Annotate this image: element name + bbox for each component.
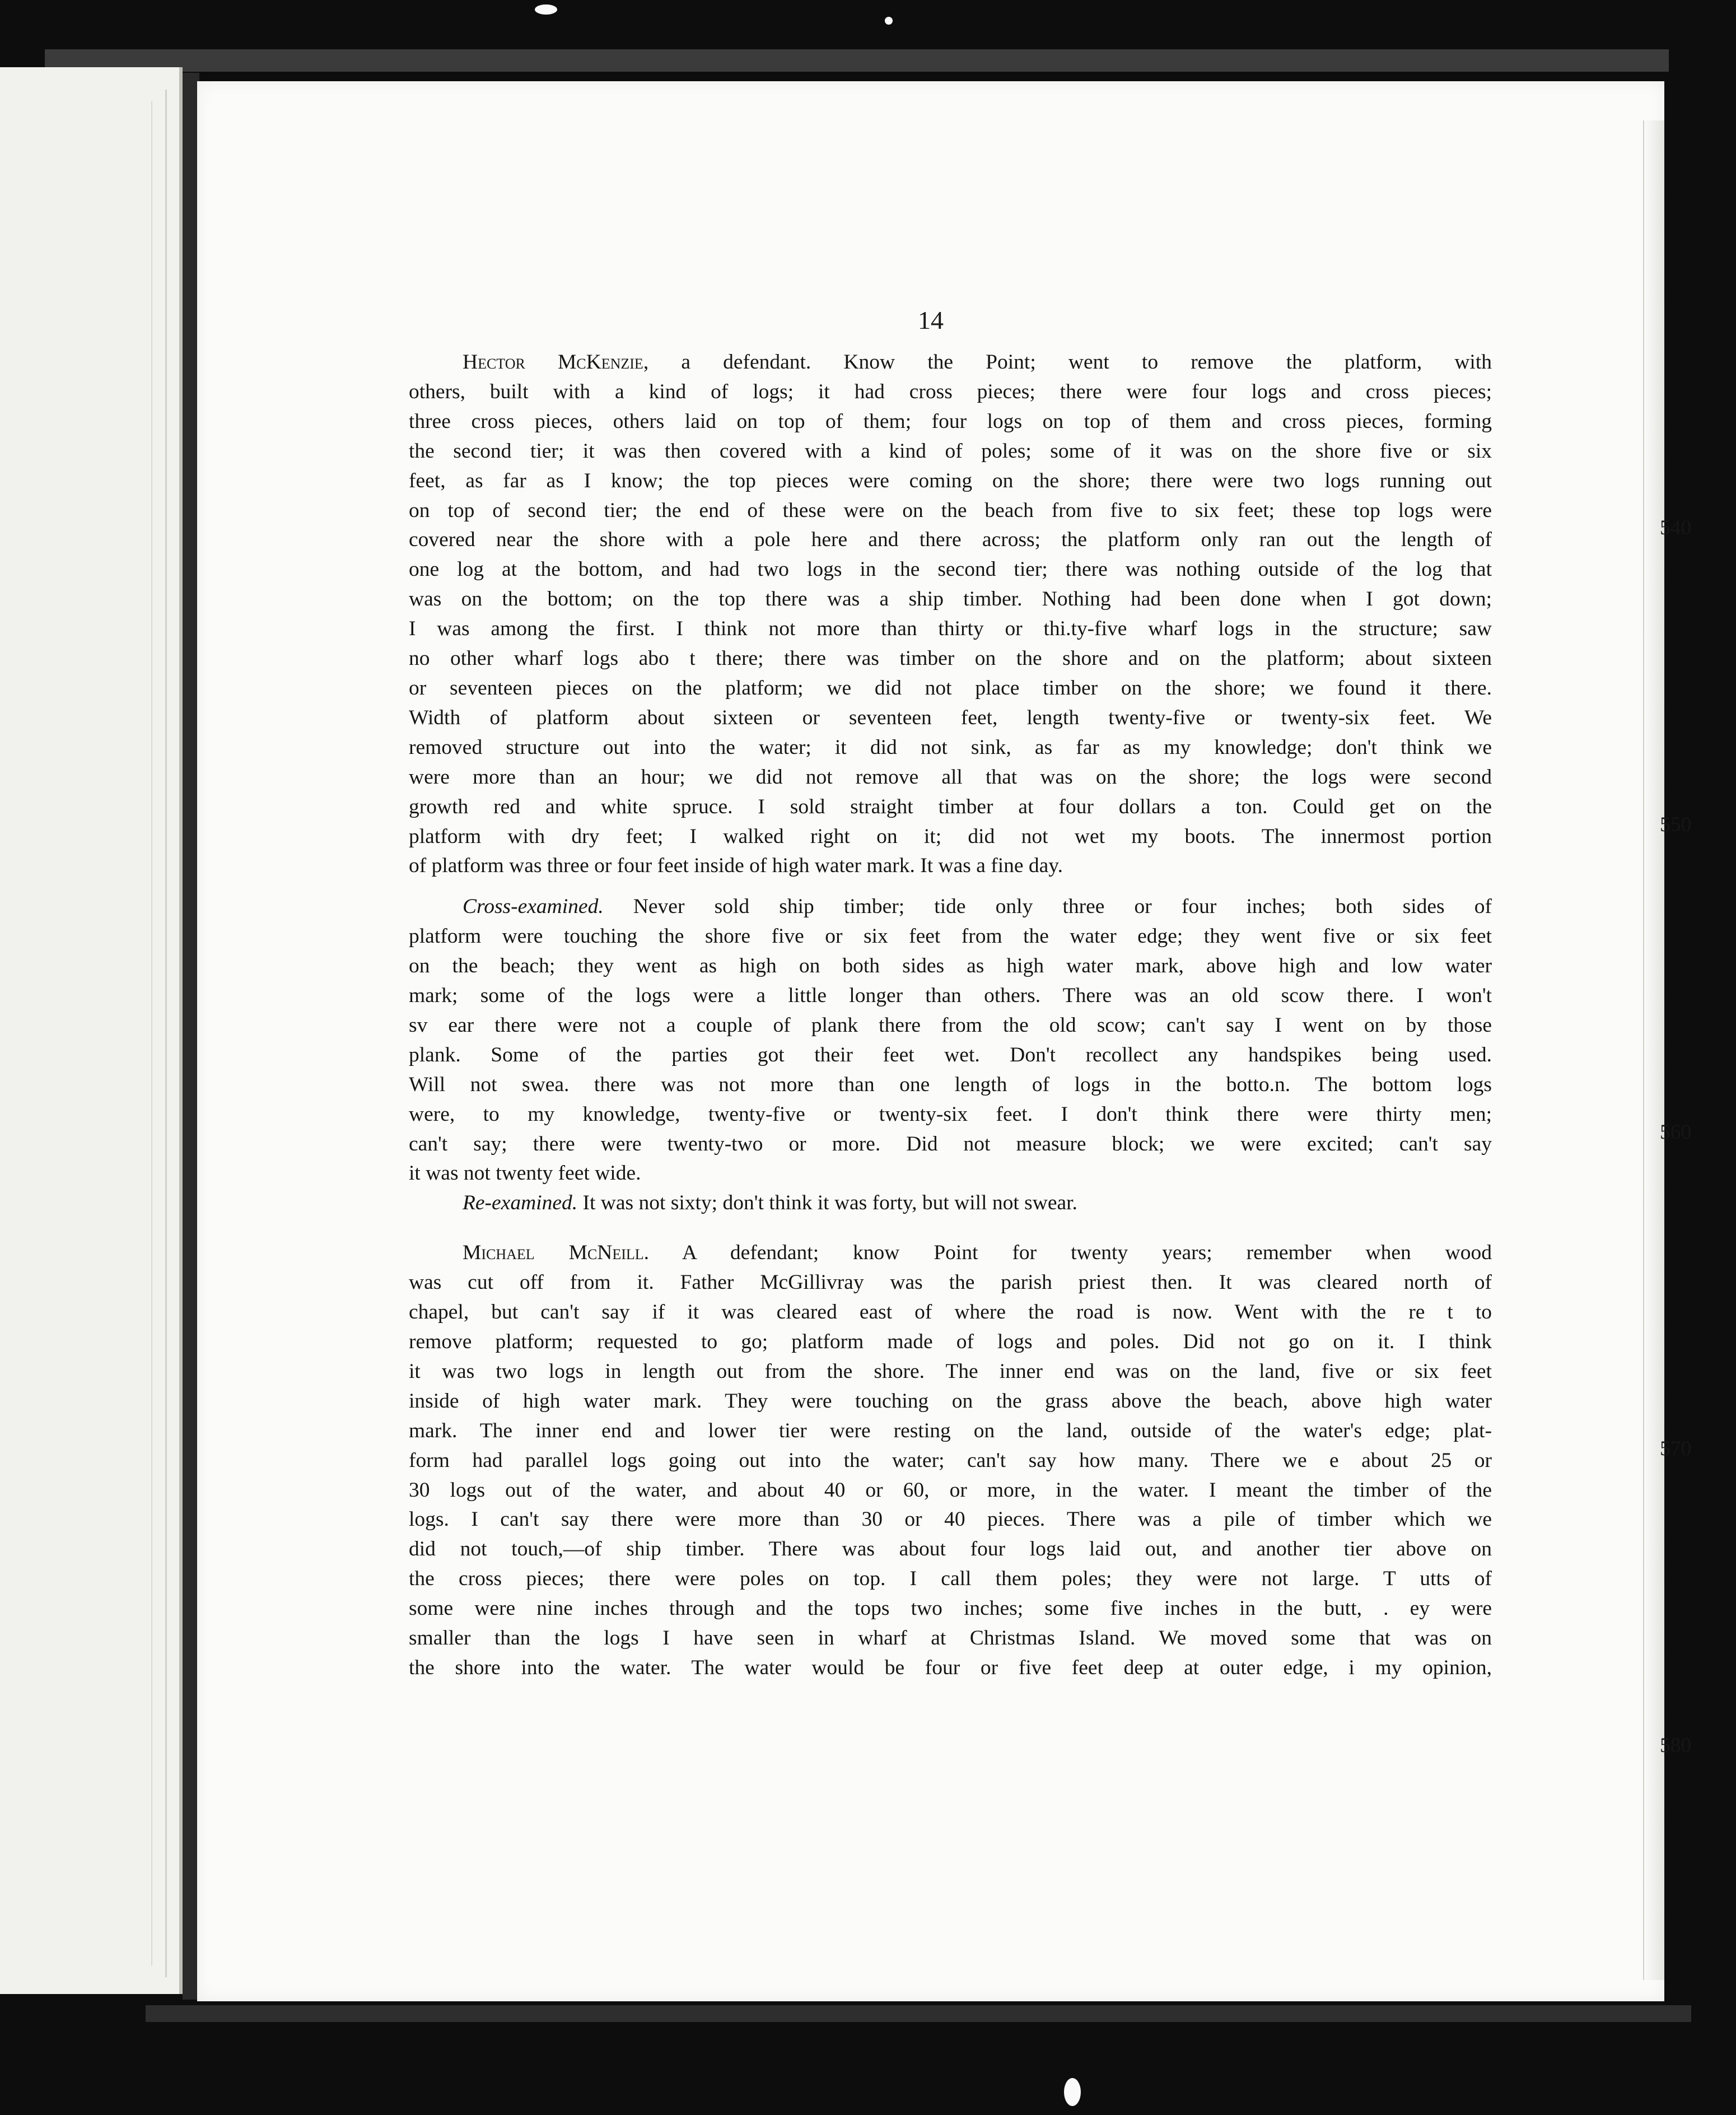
- text-run: growth red and white spruce. I sold straight timber at four dollars a ton. Could get on the: [409, 795, 1492, 818]
- text-run: the shore into the water. The water would be four or five feet deep at outer edge, i my opinion,: [409, 1656, 1492, 1679]
- text-run: one log at the bottom, and had two logs in the second tier; there was nothing outside of the log that: [409, 558, 1492, 581]
- text-run: form had parallel logs going out into the water; can't say how many. There we e about 25 or: [409, 1448, 1492, 1472]
- text-line: [409, 1070, 1492, 1100]
- text-line: [409, 922, 1492, 952]
- text-line: [409, 981, 1492, 1011]
- text-run: logs. I can't say there were more than 30 or 40 pieces. There was a pile of timber which we: [409, 1508, 1492, 1531]
- text-run: was on the bottom; on the top there was a ship timber. Nothing had been done when I got down;: [409, 588, 1492, 611]
- text-line: [409, 407, 1492, 437]
- text-run: chapel, but can't say if it was cleared east of where the road is now. Went with the re t to: [409, 1301, 1492, 1324]
- text-run: inside of high water mark. They were touching on the grass above the beach, above high water: [409, 1389, 1492, 1413]
- page-edge-line: [165, 90, 167, 1977]
- text-run: or seventeen pieces on the platform; we did not place timber on the shore; we found it there.: [409, 676, 1492, 700]
- text-line: [409, 1159, 1492, 1189]
- text-line: [409, 1011, 1492, 1041]
- text-line: [409, 1100, 1492, 1130]
- text-run: no other wharf logs abo t there; there was timber on the shore and on the platform; about sixteen: [409, 647, 1492, 670]
- text-run: the second tier; it was then covered with a kind of poles; some of it was on the shore five or six: [409, 439, 1492, 463]
- text-run: platform with dry feet; I walked right on it; did not wet my boots. The innermost portion: [409, 824, 1492, 848]
- text-run: remove platform; requested to go; platform made of logs and poles. Did not go on it. I think: [409, 1330, 1492, 1353]
- paragraph-gap: [409, 1218, 1492, 1238]
- text-run: others, built with a kind of logs; it had cross pieces; there were four logs and cross pieces;: [409, 380, 1492, 403]
- text-line: [409, 644, 1492, 674]
- text-line: [409, 733, 1492, 763]
- text-line: [409, 851, 1492, 881]
- text-line: [409, 1624, 1492, 1653]
- text-run: covered near the shore with a pole here and there across; the platform only ran out the length of: [409, 528, 1492, 552]
- text-run: plank. Some of the parties got their feet wet. Don't recollect any handspikes being used.: [409, 1043, 1492, 1066]
- text-run: removed structure out into the water; it did not sink, as far as my knowledge; don't think we: [409, 735, 1492, 759]
- text-run: it was two logs in length out from the shore. The inner end was on the land, five or six feet: [409, 1359, 1492, 1383]
- text-line: [409, 1535, 1492, 1564]
- examination-label: Re-examined.: [463, 1191, 578, 1215]
- line-number-580: 580: [1660, 1734, 1692, 1757]
- text-line: [409, 1189, 1492, 1218]
- text-run: mark; some of the logs were a little longer than others. There was an old scow there. I won't: [409, 984, 1492, 1008]
- line-number-560: 560: [1660, 1121, 1692, 1144]
- text-run: some were nine inches through and the tops two inches; some five inches in the butt, . ey were: [409, 1597, 1492, 1620]
- scan-speck: [885, 17, 893, 25]
- text-run: on the beach; they went as high on both sides as high water mark, above high and low water: [409, 954, 1492, 978]
- text-line: [409, 555, 1492, 585]
- paragraph-gap: [409, 881, 1492, 892]
- text-run: it was not twenty feet wide.: [409, 1162, 641, 1185]
- line-number-540: 540: [1660, 516, 1692, 539]
- text-run: I was among the first. I think not more than thirty or thi.ty-five wharf logs in the structure; saw: [409, 617, 1492, 641]
- witness-name: Michael McNeill: [463, 1241, 644, 1265]
- text-run: of platform was three or four feet inside of high water mark. It was a fine day.: [409, 854, 1063, 878]
- text-run: . A defendant; know Point for twenty years; remember when wood: [643, 1241, 1492, 1265]
- text-run: Never sold ship timber; tide only three or four inches; both sides of: [603, 895, 1492, 919]
- text-run: were, to my knowledge, twenty-five or twenty-six feet. I don't think there were thirty men;: [409, 1102, 1492, 1126]
- text-run: can't say; there were twenty-two or more. Did not measure block; we were excited; can't say: [409, 1132, 1492, 1156]
- text-line: [409, 704, 1492, 733]
- previous-page-edge: [0, 67, 183, 1994]
- text-run: 30 logs out of the water, and about 40 or 60, or more, in the water. I meant the timber of the: [409, 1478, 1492, 1502]
- text-run: It was not sixty; don't think it was forty, but will not swear.: [577, 1191, 1077, 1215]
- text-line: [409, 585, 1492, 614]
- text-line: [409, 1238, 1492, 1268]
- text-line: [409, 1505, 1492, 1535]
- text-line: [409, 1594, 1492, 1624]
- text-run: sv ear there were not a couple of plank there from the old scow; can't say I went on by those: [409, 1013, 1492, 1037]
- scan-speck: [535, 4, 557, 15]
- text-line: [409, 348, 1492, 378]
- text-line: [409, 1417, 1492, 1446]
- text-line: [409, 1564, 1492, 1594]
- text-line: [409, 1476, 1492, 1506]
- text-line: [409, 822, 1492, 852]
- text-run: Width of platform about sixteen or seventeen feet, length twenty-five or twenty-six feet. We: [409, 706, 1492, 729]
- text-run: did not touch,—of ship timber. There was about four logs laid out, and another tier above on: [409, 1538, 1492, 1561]
- text-run: three cross pieces, others laid on top of them; four logs on top of them and cross pieces, forming: [409, 409, 1492, 433]
- text-run: on top of second tier; the end of these were on the beach from five to six feet; these top logs were: [409, 499, 1492, 522]
- scan-border-bottom: [146, 2005, 1691, 2022]
- text-line: [409, 378, 1492, 407]
- text-line: [409, 674, 1492, 704]
- text-line: [409, 1041, 1492, 1070]
- text-line: [409, 793, 1492, 822]
- text-line: [409, 525, 1492, 555]
- text-run: , a defendant. Know the Point; went to remove the platform, with: [643, 351, 1492, 374]
- line-number-570: 570: [1660, 1437, 1692, 1460]
- text-run: smaller than the logs I have seen in wharf at Christmas Island. We moved some that was on: [409, 1627, 1492, 1650]
- text-line: [409, 496, 1492, 526]
- text-line: [409, 1327, 1492, 1357]
- text-line: [409, 1653, 1492, 1683]
- text-line: [409, 1446, 1492, 1476]
- text-run: feet, as far as I know; the top pieces were coming on the shore; there were two logs running out: [409, 469, 1492, 492]
- text-run: Will not swea. there was not more than one length of logs in the botto.n. The bottom logs: [409, 1073, 1492, 1096]
- text-line: [409, 614, 1492, 644]
- text-line: [409, 437, 1492, 467]
- scan-speck: [1064, 2078, 1081, 2106]
- text-line: [409, 1298, 1492, 1327]
- text-line: [409, 952, 1492, 981]
- text-line: [409, 763, 1492, 793]
- page-curl-edge: [1643, 120, 1664, 1980]
- text-run: was cut off from it. Father McGillivray was the parish priest then. It was cleared north of: [409, 1271, 1492, 1294]
- text-line: [409, 1387, 1492, 1417]
- page-edge-line: [151, 101, 152, 1966]
- text-line: [409, 1268, 1492, 1298]
- text-run: mark. The inner end and lower tier were resting on the land, outside of the water's edge; plat-: [409, 1419, 1492, 1442]
- page-number: 14: [918, 306, 944, 334]
- text-line: [409, 467, 1492, 496]
- text-line: [409, 892, 1492, 922]
- text-run: the cross pieces; there were poles on top. I call them poles; they were not large. T utts of: [409, 1567, 1492, 1591]
- examination-label: Cross-examined.: [463, 895, 604, 919]
- line-number-550: 550: [1660, 813, 1692, 836]
- text-line: [409, 1357, 1492, 1387]
- scan-border-top: [45, 49, 1669, 72]
- text-run: platform were touching the shore five or six feet from the water edge; they went five or six feet: [409, 925, 1492, 948]
- witness-name: Hector McKenzie: [463, 351, 643, 374]
- text-line: [409, 1130, 1492, 1159]
- document-page: [197, 81, 1692, 2001]
- text-run: were more than an hour; we did not remove all that was on the shore; the logs were second: [409, 765, 1492, 789]
- testimony-text: [409, 348, 1492, 1683]
